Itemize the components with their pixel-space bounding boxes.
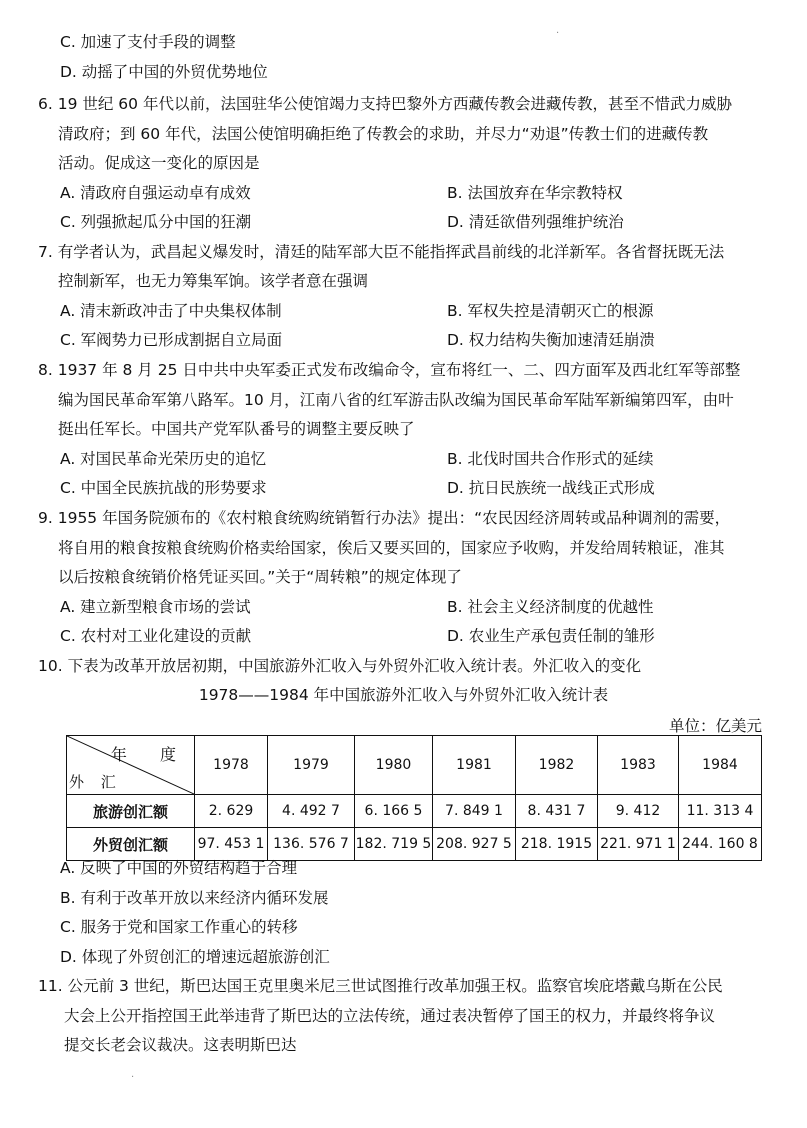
- speck: ·: [556, 28, 560, 39]
- question-10-option-c: C. 服务于党和国家工作重心的转移: [60, 918, 298, 936]
- question-8-line: 编为国民革命军第八路军。10 月，江南八省的红军游击队改编为国民革命军陆军新编第四军，由叶: [58, 391, 734, 409]
- row-label: 外贸创汇额: [67, 828, 195, 861]
- value-cell: 2. 629: [195, 795, 268, 828]
- value-cell: 7. 849 1: [433, 795, 516, 828]
- question-8-option-d: D. 抗日民族统一战线正式形成: [447, 479, 655, 497]
- diagonal-header-cell: [67, 736, 195, 795]
- question-10-option-a: A. 反映了中国的外贸结构趋于合理: [60, 859, 298, 877]
- question-9-option-a: A. 建立新型粮食市场的尝试: [60, 598, 251, 616]
- question-11-line: 11. 公元前 3 世纪，斯巴达国王克里奥米尼三世试图推行改革加强王权。监察官埃庇塔戴乌斯在公民: [38, 977, 723, 995]
- question-9-option-b: B. 社会主义经济制度的优越性: [447, 598, 654, 616]
- question-8-option-c: C. 中国全民族抗战的形势要求: [60, 479, 267, 497]
- year-cell: 1984: [679, 736, 762, 795]
- question-9-option-d: D. 农业生产承包责任制的雏形: [447, 627, 655, 645]
- question-10-line: 10. 下表为改革开放居初期，中国旅游外汇收入与外贸外汇收入统计表。外汇收入的变化: [38, 657, 642, 675]
- question-8-option-b: B. 北伐时国共合作形式的延续: [447, 450, 654, 468]
- question-10-option-d: D. 体现了外贸创汇的增速远超旅游创汇: [60, 948, 330, 966]
- question-8-line: 挺出任军长。中国共产党军队番号的调整主要反映了: [58, 420, 415, 438]
- year-cell: 1980: [355, 736, 433, 795]
- value-cell: 4. 492 7: [268, 795, 355, 828]
- table-row: [67, 795, 762, 828]
- value-cell: 221. 971 1: [598, 828, 679, 861]
- question-11-line: 提交长老会议裁决。这表明斯巴达: [64, 1036, 297, 1054]
- header-year-label: 年 度: [110, 745, 190, 764]
- value-cell: 97. 453 1: [195, 828, 268, 861]
- value-cell: 208. 927 5: [433, 828, 516, 861]
- speck: ·: [131, 1072, 135, 1083]
- question-6-option-a: A. 清政府自强运动卓有成效: [60, 184, 251, 202]
- question-6-line: 活动。促成这一变化的原因是: [58, 154, 260, 172]
- question-9-option-c: C. 农村对工业化建设的贡献: [60, 627, 252, 645]
- question-6-option-b: B. 法国放弃在华宗教特权: [447, 184, 623, 202]
- forex-table: [66, 735, 762, 861]
- header-fx-label: 外 汇: [69, 773, 122, 791]
- question-6-line: 清政府；到 60 年代，法国公使馆明确拒绝了传教会的求助，并尽力“劝退”传教士们的进藏传教: [58, 125, 709, 143]
- value-cell: 182. 719 5: [355, 828, 433, 861]
- question-8-line: 8. 1937 年 8 月 25 日中共中央军委正式发布改编命令，宣布将红一、二、四方面军及西北红军等部整: [38, 361, 741, 379]
- year-cell: 1979: [268, 736, 355, 795]
- year-cell: 1978: [195, 736, 268, 795]
- value-cell: 136. 576 7: [268, 828, 355, 861]
- question-9-line: 以后按粮食统销价格凭证买回。”关于“周转粮”的规定体现了: [58, 568, 462, 586]
- question-11-line: 大会上公开指控国王此举违背了斯巴达的立法传统，通过表决暂停了国王的权力，并最终将争议: [64, 1007, 716, 1025]
- year-cell: 1983: [598, 736, 679, 795]
- question-7-option-c: C. 军阀势力已形成割据自立局面: [60, 331, 283, 349]
- question-7-line: 控制新军，也无力筹集军饷。该学者意在强调: [58, 272, 369, 290]
- value-cell: 8. 431 7: [516, 795, 598, 828]
- year-cell: 1981: [433, 736, 516, 795]
- question-8-option-a: A. 对国民革命光荣历史的追忆: [60, 450, 267, 468]
- option-c: C. 加速了支付手段的调整: [60, 33, 236, 51]
- question-6-option-d: D. 清廷欲借列强维护统治: [447, 213, 624, 231]
- value-cell: 9. 412: [598, 795, 679, 828]
- question-7-line: 7. 有学者认为，武昌起义爆发时，清廷的陆军部大臣不能指挥武昌前线的北洋新军。各省督抚既无法: [38, 243, 725, 261]
- value-cell: 11. 313 4: [679, 795, 762, 828]
- question-9-line: 9. 1955 年国务院颁布的《农村粮食统购统销暂行办法》提出：“农民因经济周转或品种调剂的需要，: [38, 509, 731, 527]
- question-7-option-b: B. 军权失控是清朝灭亡的根源: [447, 302, 654, 320]
- value-cell: 244. 160 8: [679, 828, 762, 861]
- question-6-option-c: C. 列强掀起瓜分中国的狂潮: [60, 213, 252, 231]
- question-7-option-d: D. 权力结构失衡加速清廷崩溃: [447, 331, 655, 349]
- row-label: 旅游创汇额: [67, 795, 195, 828]
- table-caption: 1978——1984 年中国旅游外汇收入与外贸外汇收入统计表: [198, 686, 609, 704]
- question-6-line: 6. 19 世纪 60 年代以前，法国驻华公使馆竭力支持巴黎外方西藏传教会进藏传教，甚至不惜武力威胁: [38, 95, 732, 113]
- question-9-line: 将自用的粮食按粮食统购价格卖给国家，俟后又要买回的，国家应予收购，并发给周转粮证，准其: [58, 539, 725, 557]
- value-cell: 6. 166 5: [355, 795, 433, 828]
- question-10-option-b: B. 有利于改革开放以来经济内循环发展: [60, 889, 329, 907]
- table-header-row: [67, 736, 762, 795]
- year-cell: 1982: [516, 736, 598, 795]
- table-row: [67, 828, 762, 861]
- value-cell: 218. 1915: [516, 828, 598, 861]
- table-unit: 单位：亿美元: [668, 717, 762, 735]
- question-7-option-a: A. 清末新政冲击了中央集权体制: [60, 302, 282, 320]
- option-d: D. 动摇了中国的外贸优势地位: [60, 63, 268, 81]
